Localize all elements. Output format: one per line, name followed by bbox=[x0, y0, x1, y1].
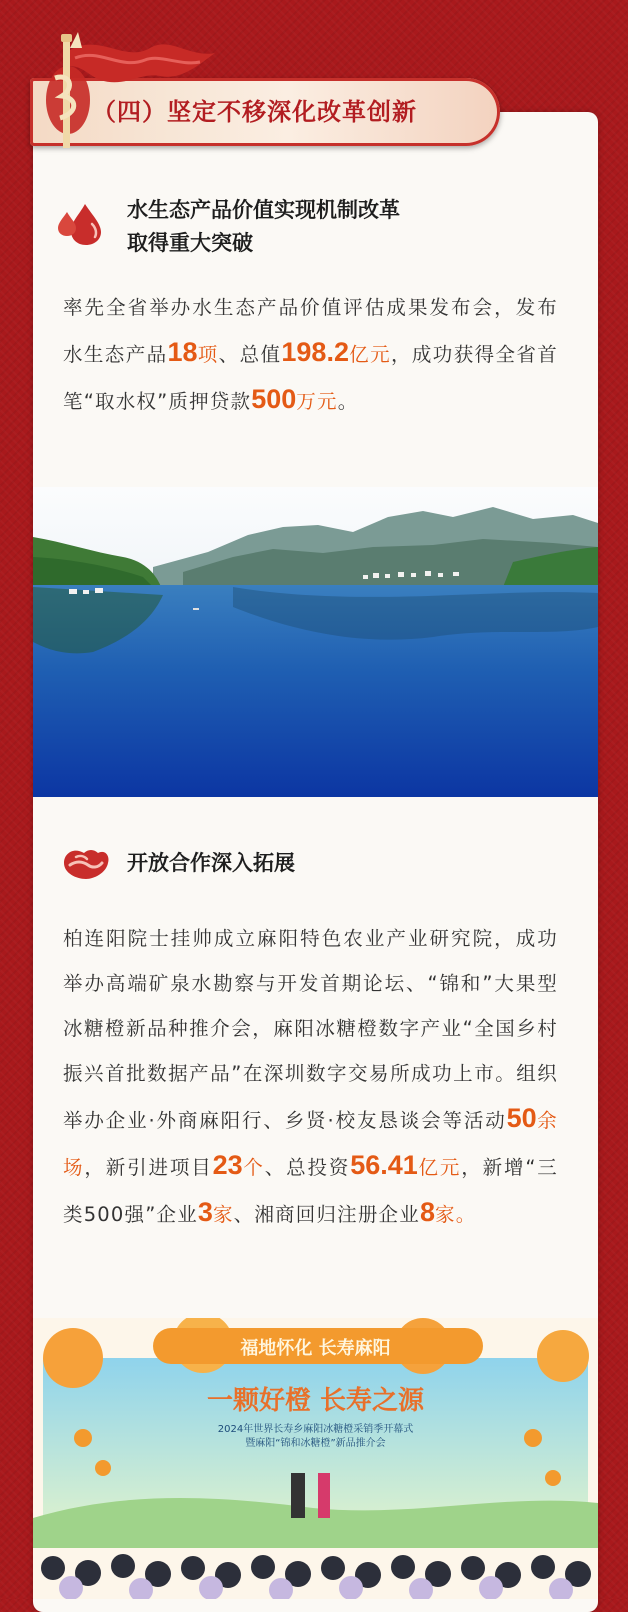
red-flag-emblem-icon bbox=[30, 18, 220, 148]
highlight-unit: 个 bbox=[242, 1156, 265, 1179]
section2-title: 开放合作深入拓展 bbox=[127, 850, 295, 875]
text-run: ，新引进项目 bbox=[84, 1156, 213, 1179]
highlight-number: 23 bbox=[212, 1150, 243, 1180]
highlight-unit: 余场 bbox=[63, 1109, 558, 1179]
text-run: 率先全省举办水生态产品价值评估成果发布会，发布水生态产品 bbox=[63, 296, 558, 366]
highlight-unit: 万元 bbox=[296, 390, 338, 413]
text-run: 柏连阳院士挂帅成立麻阳特色农业产业研究院，成功举办高端矿泉水勘察与开发首期论坛、“锦和”大果型冰糖橙新品种推介会，麻阳冰糖橙数字产业“全国乡村振兴首批数据产品”在深圳数字交易所成功上市。组织举办企业·外商麻阳行、乡贤·校友恳谈会等活动 bbox=[63, 927, 558, 1132]
section1-paragraph bbox=[63, 285, 558, 424]
text-run: ，新增“三类500强”企业 bbox=[63, 1156, 558, 1226]
highlight-number: 3 bbox=[197, 1197, 213, 1227]
event-subtitle-1: 2024年世界长寿乡麻阳冰糖橙采销季开幕式 bbox=[217, 1424, 414, 1435]
event-headline: 一颗好橙 长寿之源 bbox=[206, 1386, 425, 1416]
section1-title-line2: 取得重大突破 bbox=[127, 230, 253, 255]
highlight-number: 8 bbox=[419, 1197, 435, 1227]
highlight-number: 500 bbox=[251, 384, 297, 414]
water-drops-icon bbox=[55, 200, 105, 246]
section1-title bbox=[127, 193, 400, 259]
text-run: 、总值 bbox=[218, 343, 282, 366]
handshake-icon bbox=[60, 843, 112, 883]
section1-title-line1: 水生态产品价值实现机制改革 bbox=[127, 197, 400, 222]
highlight-unit: 项 bbox=[197, 343, 219, 366]
page-title: （四）坚定不移深化改革创新 bbox=[92, 97, 417, 126]
text-run: ，成功获得全省首笔“取水权”质押贷款 bbox=[63, 343, 558, 413]
lake-landscape-photo bbox=[33, 487, 598, 797]
highlight-unit: 亿元 bbox=[417, 1156, 462, 1179]
text-run: 、总投资 bbox=[264, 1156, 351, 1179]
highlight-unit: 家。 bbox=[435, 1203, 477, 1226]
event-subtitle-2: 暨麻阳“锦和冰糖橙”新品推介会 bbox=[245, 1438, 386, 1449]
highlight-unit: 家 bbox=[212, 1203, 234, 1226]
highlight-number: 18 bbox=[167, 337, 198, 367]
event-backdrop-graphic bbox=[33, 1318, 598, 1599]
highlight-number: 56.41 bbox=[350, 1150, 418, 1180]
highlight-number: 50 bbox=[506, 1103, 537, 1133]
event-stage-photo bbox=[33, 1318, 598, 1599]
section2-paragraph bbox=[63, 916, 558, 1237]
text-run: 、湘商回归注册企业 bbox=[233, 1203, 420, 1226]
text-run: 。 bbox=[337, 390, 359, 413]
highlight-number: 198.2 bbox=[281, 337, 349, 367]
highlight-unit: 亿元 bbox=[348, 343, 391, 366]
event-banner-top: 福地怀化 长寿麻阳 bbox=[240, 1338, 391, 1359]
